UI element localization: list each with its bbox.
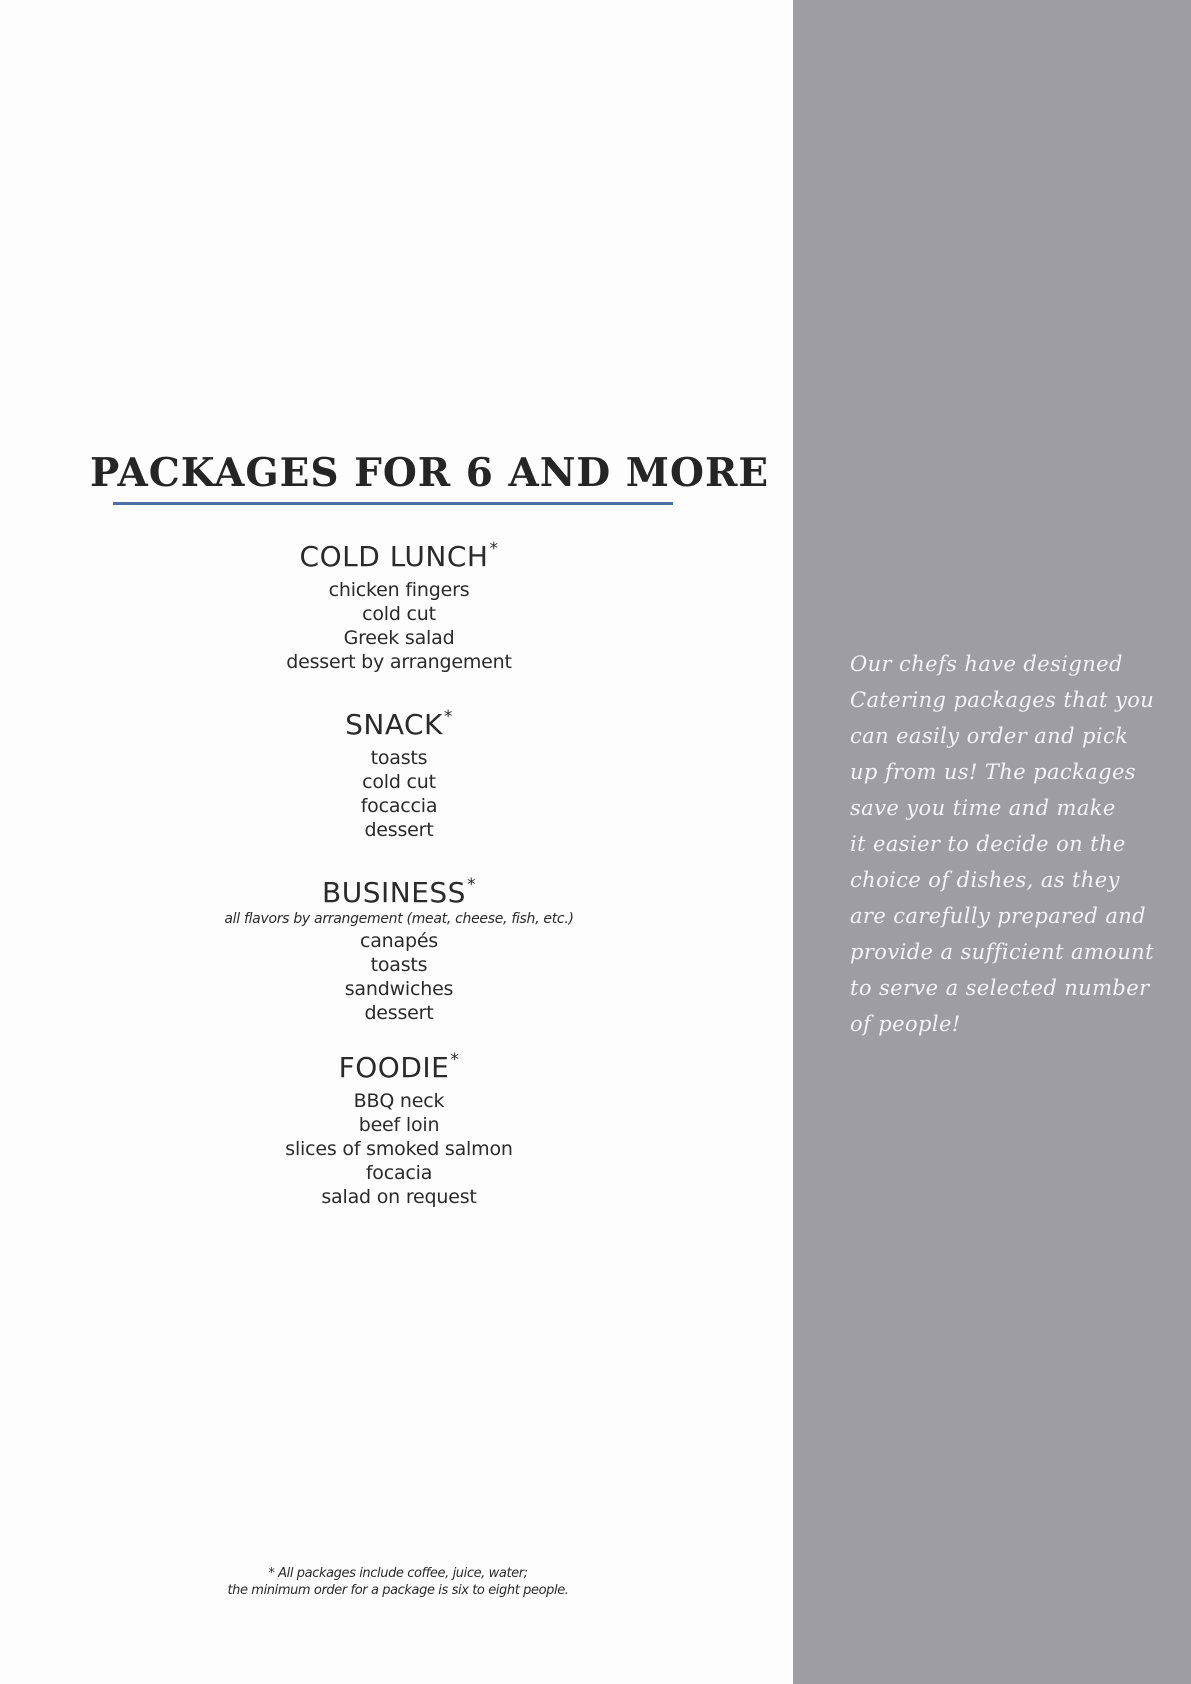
intro-line: can easily order and pick <box>850 724 1129 748</box>
package-items <box>0 929 798 1025</box>
page-title: PACKAGES FOR 6 AND MORE <box>90 450 770 496</box>
list-item: chicken fingers <box>328 579 470 601</box>
list-item: salad on request <box>321 1186 477 1208</box>
intro-line: choice of dishes, as they <box>850 868 1120 892</box>
list-item: slices of smoked salmon <box>285 1138 513 1160</box>
list-item: BBQ neck <box>353 1090 445 1112</box>
list-item: sandwiches <box>344 978 454 1000</box>
intro-text <box>850 646 1155 1042</box>
asterisk-marker: * <box>489 539 499 559</box>
asterisk-marker: * <box>466 875 476 895</box>
intro-line: of people! <box>850 1012 961 1036</box>
intro-line: up from us! The packages <box>850 760 1136 784</box>
package-title <box>0 532 798 574</box>
package-items <box>0 746 798 842</box>
footnote <box>150 1565 646 1599</box>
package-items <box>0 578 798 674</box>
footnote-line: * All packages include coffee, juice, water; <box>268 1566 528 1581</box>
list-item: toasts <box>370 747 428 769</box>
intro-line: provide a sufficient amount <box>850 940 1154 964</box>
list-item: canapés <box>359 930 439 952</box>
package-snack <box>0 700 798 842</box>
package-items <box>0 1089 798 1209</box>
list-item: focaccia <box>360 795 438 817</box>
intro-line: save you time and make <box>850 796 1116 820</box>
list-item: dessert by arrangement <box>286 651 512 673</box>
footnote-line: the minimum order for a package is six to eight people. <box>227 1583 569 1598</box>
package-note: all flavors by arrangement (meat, cheese, fish, etc.) <box>224 911 574 927</box>
list-item: dessert <box>364 1002 434 1024</box>
package-foodie <box>0 1043 798 1209</box>
list-item: cold cut <box>362 603 436 625</box>
package-title <box>0 868 798 910</box>
intro-line: Catering packages that you <box>850 688 1155 712</box>
package-name: COLD LUNCH <box>299 540 489 573</box>
package-cold-lunch <box>0 532 798 674</box>
package-name: BUSINESS <box>322 876 466 909</box>
asterisk-marker: * <box>443 707 453 727</box>
package-title <box>0 1043 798 1085</box>
intro-line: it easier to decide on the <box>850 832 1126 856</box>
package-title <box>0 700 798 742</box>
package-name: SNACK <box>345 708 443 741</box>
list-item: dessert <box>364 819 434 841</box>
asterisk-marker: * <box>450 1050 460 1070</box>
intro-line: are carefully prepared and <box>850 904 1147 928</box>
intro-line: Our chefs have designed <box>850 652 1123 676</box>
package-name: FOODIE <box>338 1051 450 1084</box>
list-item: beef loin <box>358 1114 440 1136</box>
title-underline <box>113 502 673 505</box>
list-item: cold cut <box>362 771 436 793</box>
list-item: Greek salad <box>343 627 455 649</box>
intro-line: to serve a selected number <box>850 976 1150 1000</box>
list-item: focacia <box>365 1162 433 1184</box>
list-item: toasts <box>370 954 428 976</box>
package-business <box>0 868 798 1025</box>
